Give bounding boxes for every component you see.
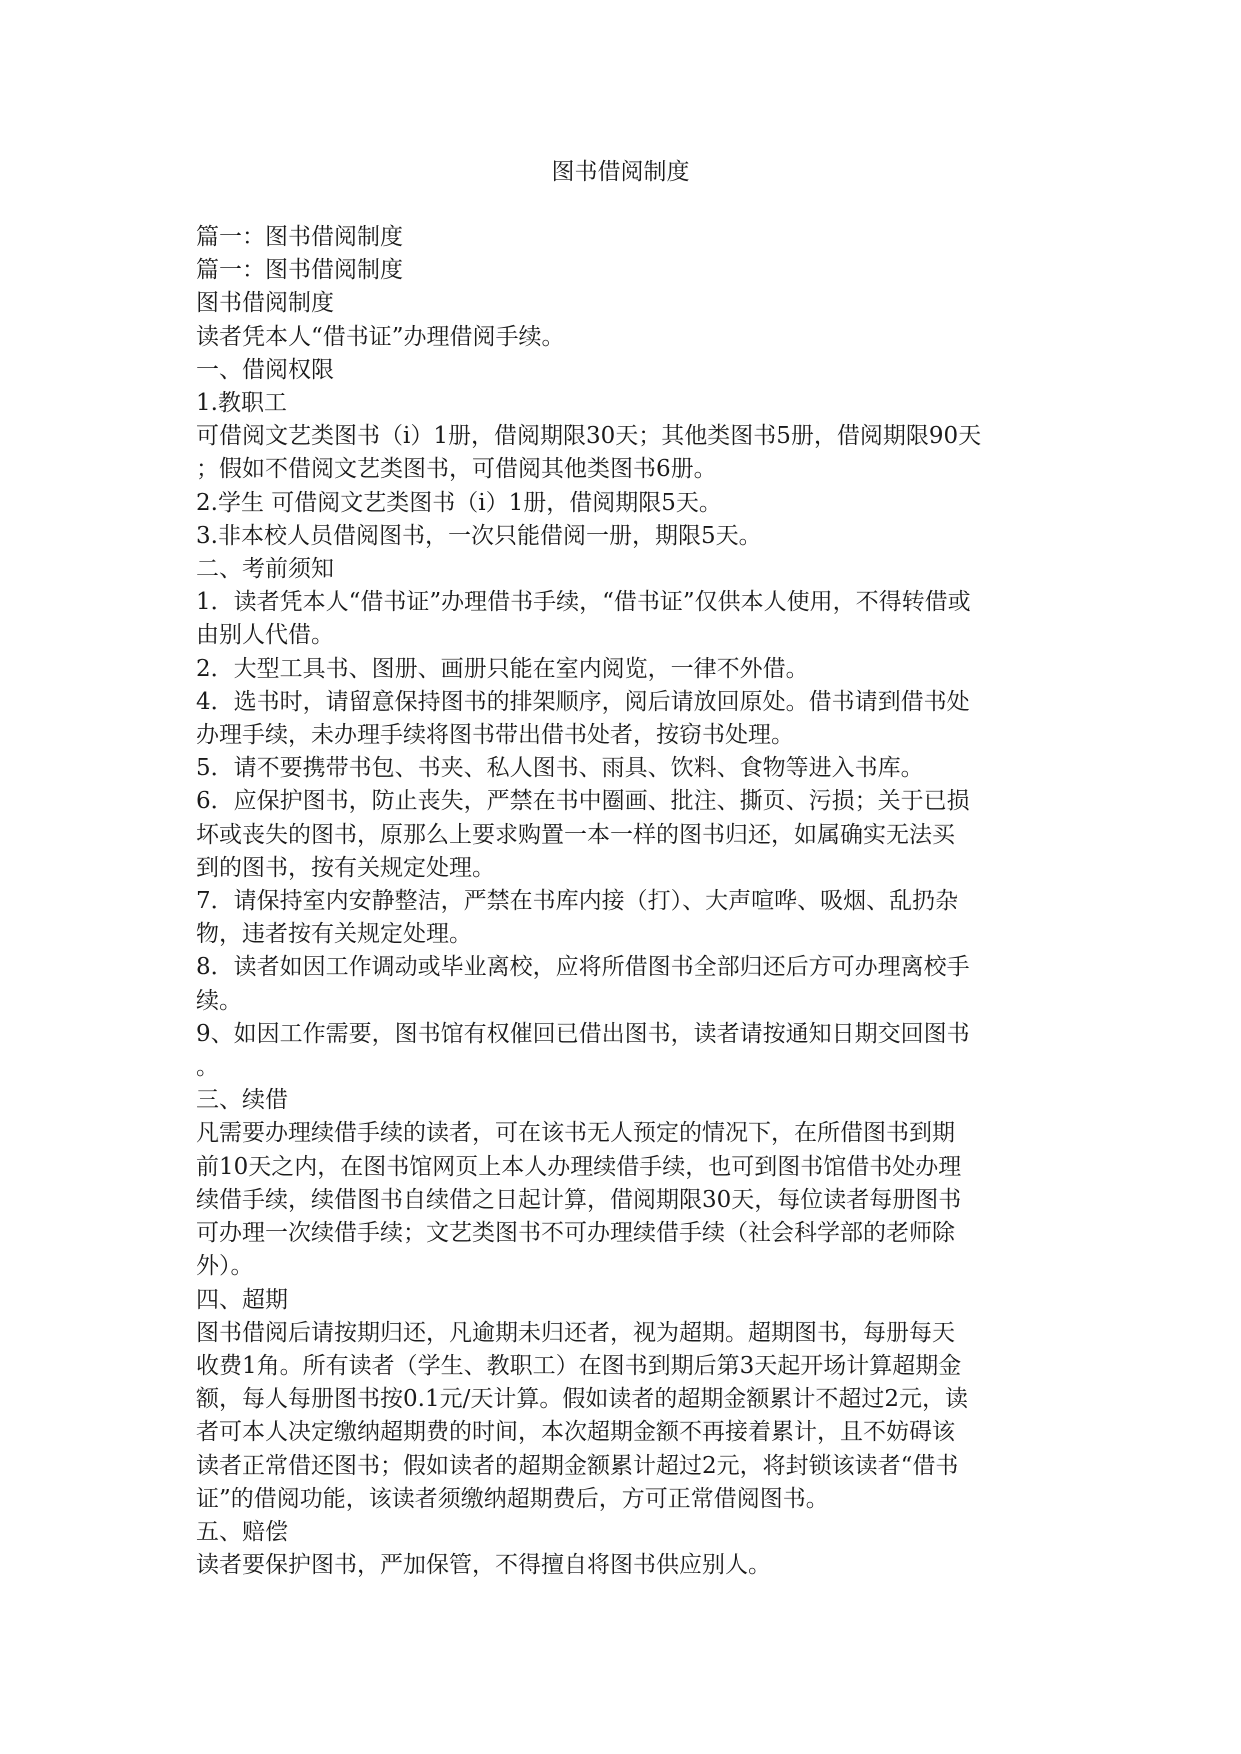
text-line: 读者要保护图书，严加保管，不得擅自将图书供应别人。	[196, 1552, 771, 1579]
section-heading: 四、超期	[196, 1286, 288, 1313]
text-line: 可借阅文艺类图书（i）1册，借阅期限30天；其他类图书5册，借阅期限90天	[196, 423, 982, 450]
section-heading: 五、赔偿	[196, 1518, 288, 1545]
text-line: 2.学生 可借阅文艺类图书（i）1册，借阅期限5天。	[196, 489, 722, 516]
text-line: 2．大型工具书、图册、画册只能在室内阅览，一律不外借。	[196, 655, 809, 682]
document-title: 图书借阅制度	[551, 159, 690, 185]
text-line: 4．选书时，请留意保持图书的排架顺序，阅后请放回原处。借书请到借书处	[196, 688, 970, 715]
text-line: 者可本人决定缴纳超期费的时间，本次超期金额不再接着累计，且不妨碍该	[196, 1419, 955, 1446]
text-line: 3.非本校人员借阅图书，一次只能借阅一册，期限5天。	[196, 522, 762, 549]
text-line: 图书借阅制度	[196, 290, 334, 317]
text-line: 篇一：图书借阅制度	[196, 224, 403, 250]
text-line: 收费1角。所有读者（学生、教职工）在图书到期后第3天起开场计算超期金	[196, 1352, 962, 1379]
text-line: 读者凭本人“借书证”办理借阅手续。	[196, 323, 565, 350]
section-heading: 一、借阅权限	[196, 356, 334, 383]
text-line: 。	[196, 1054, 219, 1081]
text-line: 外）。	[196, 1253, 254, 1280]
text-line: 9、如因工作需要，图书馆有权催回已借出图书，读者请按通知日期交回图书	[196, 1020, 970, 1047]
text-line: 1．读者凭本人“借书证”办理借书手续，“借书证”仅供本人使用，不得转借或	[196, 589, 971, 616]
text-line: 6．应保护图书，防止丧失，严禁在书中圈画、批注、撕页、污损；关于已损	[196, 788, 970, 815]
text-line: 续借手续，续借图书自续借之日起计算，借阅期限30天，每位读者每册图书	[196, 1186, 962, 1213]
text-line: 到的图书，按有关规定处理。	[196, 854, 495, 881]
text-line: ；假如不借阅文艺类图书，可借阅其他类图书6册。	[196, 456, 717, 483]
text-line: 额，每人每册图书按0.1元/天计算。假如读者的超期金额累计不超过2元，读	[196, 1386, 968, 1413]
document-body	[196, 221, 1046, 1582]
text-line: 图书借阅后请按期归还，凡逾期未归还者，视为超期。超期图书，每册每天	[196, 1319, 955, 1346]
text-line: 证”的借阅功能，该读者须缴纳超期费后，方可正常借阅图书。	[196, 1485, 829, 1512]
text-line: 5．请不要携带书包、书夹、私人图书、雨具、饮料、食物等进入书库。	[196, 755, 924, 782]
text-line: 凡需要办理续借手续的读者，可在该书无人预定的情况下，在所借图书到期	[196, 1120, 955, 1147]
text-line: 坏或丧失的图书，原那么上要求购置一本一样的图书归还，如属确实无法买	[196, 821, 955, 848]
text-line: 物，违者按有关规定处理。	[196, 921, 472, 948]
text-line: 办理手续，未办理手续将图书带出借书处者，按窃书处理。	[196, 722, 794, 749]
text-line: 篇一：图书借阅制度	[196, 257, 403, 284]
text-line: 可办理一次续借手续；文艺类图书不可办理续借手续（社会科学部的老师除	[196, 1220, 955, 1247]
text-line: 1.教职工	[196, 390, 287, 417]
text-line: 8．读者如因工作调动或毕业离校，应将所借图书全部归还后方可办理离校手	[196, 954, 970, 981]
text-line: 续。	[196, 987, 242, 1014]
section-heading: 二、考前须知	[196, 556, 334, 583]
text-line: 读者正常借还图书；假如读者的超期金额累计超过2元，将封锁该读者“借书	[196, 1452, 959, 1479]
text-line: 由别人代借。	[196, 622, 334, 649]
text-line: 7．请保持室内安静整洁，严禁在书库内接（打）、大声喧哗、吸烟、乱扔杂	[196, 888, 959, 915]
text-line: 前10天之内，在图书馆网页上本人办理续借手续，也可到图书馆借书处办理	[196, 1153, 962, 1180]
section-heading: 三、续借	[196, 1087, 288, 1114]
